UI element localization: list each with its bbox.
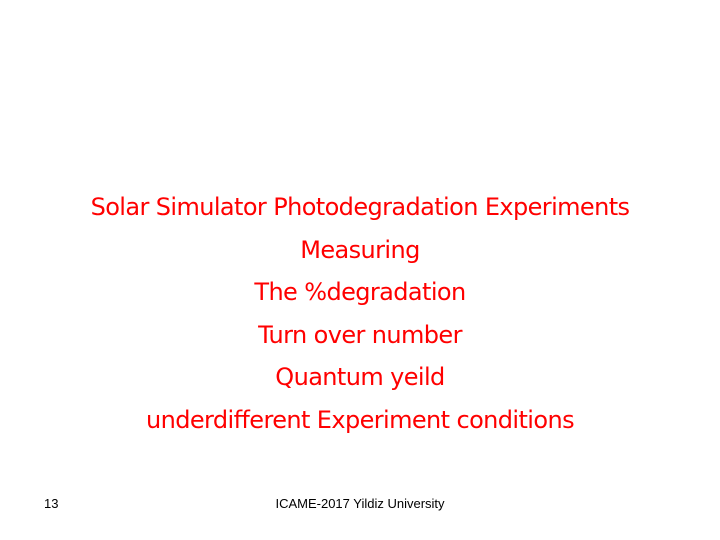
slide-text-line-turnover: Turn over number — [258, 320, 462, 349]
slide-text-line-degradation: The %degradation — [254, 278, 466, 307]
slide-body — [0, 186, 720, 442]
slide-number: 13 — [44, 496, 59, 511]
slide-footer: ICAME-2017 Yildiz University — [275, 496, 445, 511]
slide-text-line-quantum: Quantum yeild — [275, 363, 445, 392]
slide-title-line: Solar Simulator Photodegradation Experiments — [90, 193, 630, 221]
slide-text-line-measuring: Measuring — [300, 235, 420, 264]
slide-text-line-conditions: underdifferent Experiment conditions — [146, 405, 574, 434]
